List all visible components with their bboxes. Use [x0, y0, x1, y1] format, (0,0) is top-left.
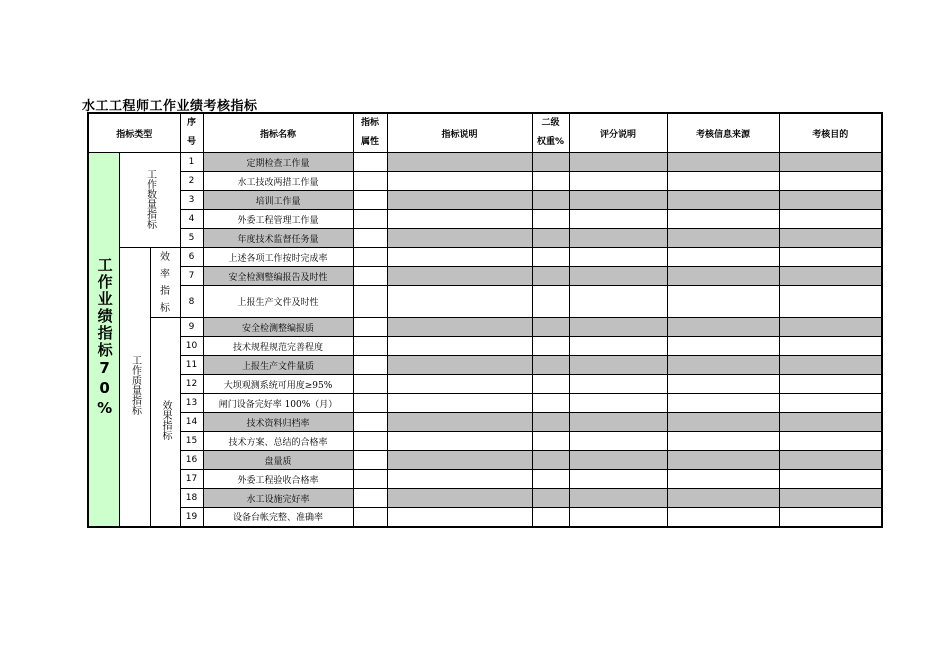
row-no: 15: [180, 432, 203, 451]
cell-purpose[interactable]: [779, 394, 882, 413]
cell-attr[interactable]: [353, 413, 387, 432]
cell-weight[interactable]: [532, 153, 569, 172]
category-quality: [119, 248, 150, 527]
cell-purpose[interactable]: [779, 248, 882, 267]
cell-source[interactable]: [667, 508, 779, 527]
cell-purpose[interactable]: [779, 318, 882, 337]
table-row: [88, 451, 882, 470]
cell-source[interactable]: [667, 413, 779, 432]
cell-desc[interactable]: [387, 489, 532, 508]
cell-score[interactable]: [569, 267, 667, 286]
row-name: 上述各项工作按时完成率: [203, 248, 353, 267]
header-name: 指标名称: [203, 113, 353, 153]
cell-purpose[interactable]: [779, 375, 882, 394]
cell-desc[interactable]: [387, 210, 532, 229]
cell-source[interactable]: [667, 470, 779, 489]
table-row: [88, 229, 882, 248]
cell-source[interactable]: [667, 210, 779, 229]
cell-desc[interactable]: [387, 413, 532, 432]
row-name: 上报生产文件及时性: [203, 286, 353, 318]
table-row: [88, 489, 882, 508]
cell-purpose[interactable]: [779, 470, 882, 489]
cell-purpose[interactable]: [779, 432, 882, 451]
cell-purpose[interactable]: [779, 229, 882, 248]
cell-attr[interactable]: [353, 508, 387, 527]
header-weight-line1: 二级: [541, 118, 560, 128]
category-main: [88, 153, 119, 527]
row-no: 11: [180, 356, 203, 375]
cell-source[interactable]: [667, 286, 779, 318]
category-quantity-label: 工作数量指标: [144, 168, 156, 229]
table-row: [88, 153, 882, 172]
table-row: [88, 210, 882, 229]
cell-desc[interactable]: [387, 172, 532, 191]
row-no: 4: [180, 210, 203, 229]
row-name: 盘量质: [203, 451, 353, 470]
cell-weight[interactable]: [532, 318, 569, 337]
table-row: [88, 267, 882, 286]
cell-desc[interactable]: [387, 394, 532, 413]
header-source: 考核信息来源: [667, 113, 779, 153]
cell-attr[interactable]: [353, 267, 387, 286]
row-name: 闸门设备完好率 100%（月）: [203, 394, 353, 413]
cell-purpose[interactable]: [779, 267, 882, 286]
row-name: 水工设施完好率: [203, 489, 353, 508]
cell-attr[interactable]: [353, 191, 387, 210]
table-row: [88, 172, 882, 191]
header-seq: [180, 113, 203, 153]
cell-attr[interactable]: [353, 210, 387, 229]
kpi-table: [87, 112, 883, 528]
category-efficiency: [150, 248, 180, 318]
table-row: [88, 337, 882, 356]
row-name: 上报生产文件量质: [203, 356, 353, 375]
row-no: 19: [180, 508, 203, 527]
cell-purpose[interactable]: [779, 210, 882, 229]
cell-score[interactable]: [569, 413, 667, 432]
category-efficiency-char: 标: [160, 302, 170, 314]
table-row: [88, 394, 882, 413]
cell-purpose[interactable]: [779, 172, 882, 191]
cell-source[interactable]: [667, 337, 779, 356]
header-weight: [532, 113, 569, 153]
cell-weight[interactable]: [532, 451, 569, 470]
cell-purpose[interactable]: [779, 451, 882, 470]
cell-weight[interactable]: [532, 191, 569, 210]
cell-desc[interactable]: [387, 229, 532, 248]
cell-desc[interactable]: [387, 337, 532, 356]
row-no: 2: [180, 172, 203, 191]
cell-source[interactable]: [667, 191, 779, 210]
cell-source[interactable]: [667, 229, 779, 248]
cell-source[interactable]: [667, 356, 779, 375]
cell-score[interactable]: [569, 153, 667, 172]
table-row: [88, 375, 882, 394]
header-purpose: 考核目的: [779, 113, 882, 153]
cell-weight[interactable]: [532, 210, 569, 229]
cell-score[interactable]: [569, 451, 667, 470]
category-quantity: [119, 153, 180, 248]
cell-desc[interactable]: [387, 470, 532, 489]
category-main-label: 工作业绩指标70%: [95, 256, 114, 419]
table-row: [88, 470, 882, 489]
cell-score[interactable]: [569, 318, 667, 337]
cell-source[interactable]: [667, 172, 779, 191]
cell-purpose[interactable]: [779, 508, 882, 527]
row-name: 技术资料归档率: [203, 413, 353, 432]
row-name: 外委工程验收合格率: [203, 470, 353, 489]
cell-purpose[interactable]: [779, 153, 882, 172]
header-attr-line1: 指标: [360, 118, 379, 128]
cell-weight[interactable]: [532, 267, 569, 286]
cell-source[interactable]: [667, 248, 779, 267]
row-no: 13: [180, 394, 203, 413]
table-row: [88, 413, 882, 432]
table-row: [88, 191, 882, 210]
cell-desc[interactable]: [387, 356, 532, 375]
row-no: 7: [180, 267, 203, 286]
cell-weight[interactable]: [532, 172, 569, 191]
header-seq-line1: 序: [186, 118, 196, 128]
cell-weight[interactable]: [532, 337, 569, 356]
row-name: 安全检测整编报告及时性: [203, 267, 353, 286]
cell-attr[interactable]: [353, 451, 387, 470]
row-no: 9: [180, 318, 203, 337]
cell-score[interactable]: [569, 432, 667, 451]
row-no: 17: [180, 470, 203, 489]
cell-score[interactable]: [569, 489, 667, 508]
cell-score[interactable]: [569, 375, 667, 394]
cell-desc[interactable]: [387, 318, 532, 337]
header-attr-line2: 属性: [360, 137, 379, 147]
row-name: 技术规程规范完善程度: [203, 337, 353, 356]
cell-source[interactable]: [667, 451, 779, 470]
cell-weight[interactable]: [532, 356, 569, 375]
cell-weight[interactable]: [532, 286, 569, 318]
page-title: 水工工程师工作业绩考核指标: [82, 99, 258, 114]
table-row: [88, 508, 882, 527]
cell-weight[interactable]: [532, 375, 569, 394]
table-row: [88, 432, 882, 451]
cell-score[interactable]: [569, 286, 667, 318]
row-no: 16: [180, 451, 203, 470]
row-name: 定期检查工作量: [203, 153, 353, 172]
cell-attr[interactable]: [353, 172, 387, 191]
cell-source[interactable]: [667, 318, 779, 337]
cell-source[interactable]: [667, 267, 779, 286]
cell-weight[interactable]: [532, 489, 569, 508]
header-row: [88, 113, 882, 153]
cell-weight[interactable]: [532, 432, 569, 451]
cell-score[interactable]: [569, 508, 667, 527]
cell-purpose[interactable]: [779, 191, 882, 210]
cell-attr[interactable]: [353, 153, 387, 172]
cell-desc[interactable]: [387, 508, 532, 527]
cell-attr[interactable]: [353, 356, 387, 375]
category-efficiency-char: 率: [160, 268, 170, 280]
cell-attr[interactable]: [353, 318, 387, 337]
cell-desc[interactable]: [387, 248, 532, 267]
header-weight-line2: 权重%: [536, 137, 565, 147]
header-desc: 指标说明: [387, 113, 532, 153]
table-row: [88, 318, 882, 337]
cell-desc[interactable]: [387, 432, 532, 451]
row-name: 水工技改两措工作量: [203, 172, 353, 191]
row-name: 设备台帐完整、准确率: [203, 508, 353, 527]
cell-purpose[interactable]: [779, 413, 882, 432]
cell-source[interactable]: [667, 375, 779, 394]
row-no: 1: [180, 153, 203, 172]
cell-attr[interactable]: [353, 229, 387, 248]
cell-weight[interactable]: [532, 229, 569, 248]
cell-attr[interactable]: [353, 394, 387, 413]
header-type: 指标类型: [88, 113, 180, 153]
cell-source[interactable]: [667, 394, 779, 413]
category-efficiency-char: 效: [160, 251, 170, 263]
cell-attr[interactable]: [353, 432, 387, 451]
cell-attr[interactable]: [353, 470, 387, 489]
cell-purpose[interactable]: [779, 337, 882, 356]
row-name: 大坝观测系统可用度≥95%: [203, 375, 353, 394]
cell-desc[interactable]: [387, 286, 532, 318]
cell-score[interactable]: [569, 337, 667, 356]
cell-source[interactable]: [667, 489, 779, 508]
cell-attr[interactable]: [353, 286, 387, 318]
row-name: 技术方案、总结的合格率: [203, 432, 353, 451]
cell-attr[interactable]: [353, 375, 387, 394]
category-effect-label: 效果指标: [160, 400, 171, 441]
row-no: 14: [180, 413, 203, 432]
header-score: 评分说明: [569, 113, 667, 153]
row-name: 安全检测整编报质: [203, 318, 353, 337]
cell-attr[interactable]: [353, 337, 387, 356]
row-no: 5: [180, 229, 203, 248]
row-no: 8: [180, 286, 203, 318]
cell-score[interactable]: [569, 470, 667, 489]
cell-desc[interactable]: [387, 153, 532, 172]
cell-purpose[interactable]: [779, 286, 882, 318]
cell-weight[interactable]: [532, 413, 569, 432]
header-attr: [353, 113, 387, 153]
cell-score[interactable]: [569, 229, 667, 248]
cell-desc[interactable]: [387, 375, 532, 394]
cell-desc[interactable]: [387, 451, 532, 470]
row-name: 年度技术监督任务量: [203, 229, 353, 248]
cell-source[interactable]: [667, 153, 779, 172]
row-no: 10: [180, 337, 203, 356]
cell-desc[interactable]: [387, 191, 532, 210]
row-no: 3: [180, 191, 203, 210]
category-effect: [150, 318, 180, 527]
row-name: 培训工作量: [203, 191, 353, 210]
cell-attr[interactable]: [353, 248, 387, 267]
category-quality-label: 工作质量指标: [129, 355, 141, 416]
header-seq-line2: 号: [186, 137, 196, 147]
cell-score[interactable]: [569, 356, 667, 375]
cell-weight[interactable]: [532, 248, 569, 267]
row-name: 外委工程管理工作量: [203, 210, 353, 229]
cell-purpose[interactable]: [779, 356, 882, 375]
row-no: 18: [180, 489, 203, 508]
table-row: [88, 356, 882, 375]
table-row: [88, 286, 882, 318]
cell-weight[interactable]: [532, 508, 569, 527]
cell-weight[interactable]: [532, 470, 569, 489]
cell-weight[interactable]: [532, 394, 569, 413]
cell-score[interactable]: [569, 394, 667, 413]
cell-source[interactable]: [667, 432, 779, 451]
cell-attr[interactable]: [353, 489, 387, 508]
row-no: 12: [180, 375, 203, 394]
cell-score[interactable]: [569, 172, 667, 191]
row-no: 6: [180, 248, 203, 267]
cell-purpose[interactable]: [779, 489, 882, 508]
cell-desc[interactable]: [387, 267, 532, 286]
category-efficiency-char: 指: [160, 285, 170, 297]
cell-score[interactable]: [569, 191, 667, 210]
cell-score[interactable]: [569, 210, 667, 229]
cell-score[interactable]: [569, 248, 667, 267]
table-row: [88, 248, 882, 267]
